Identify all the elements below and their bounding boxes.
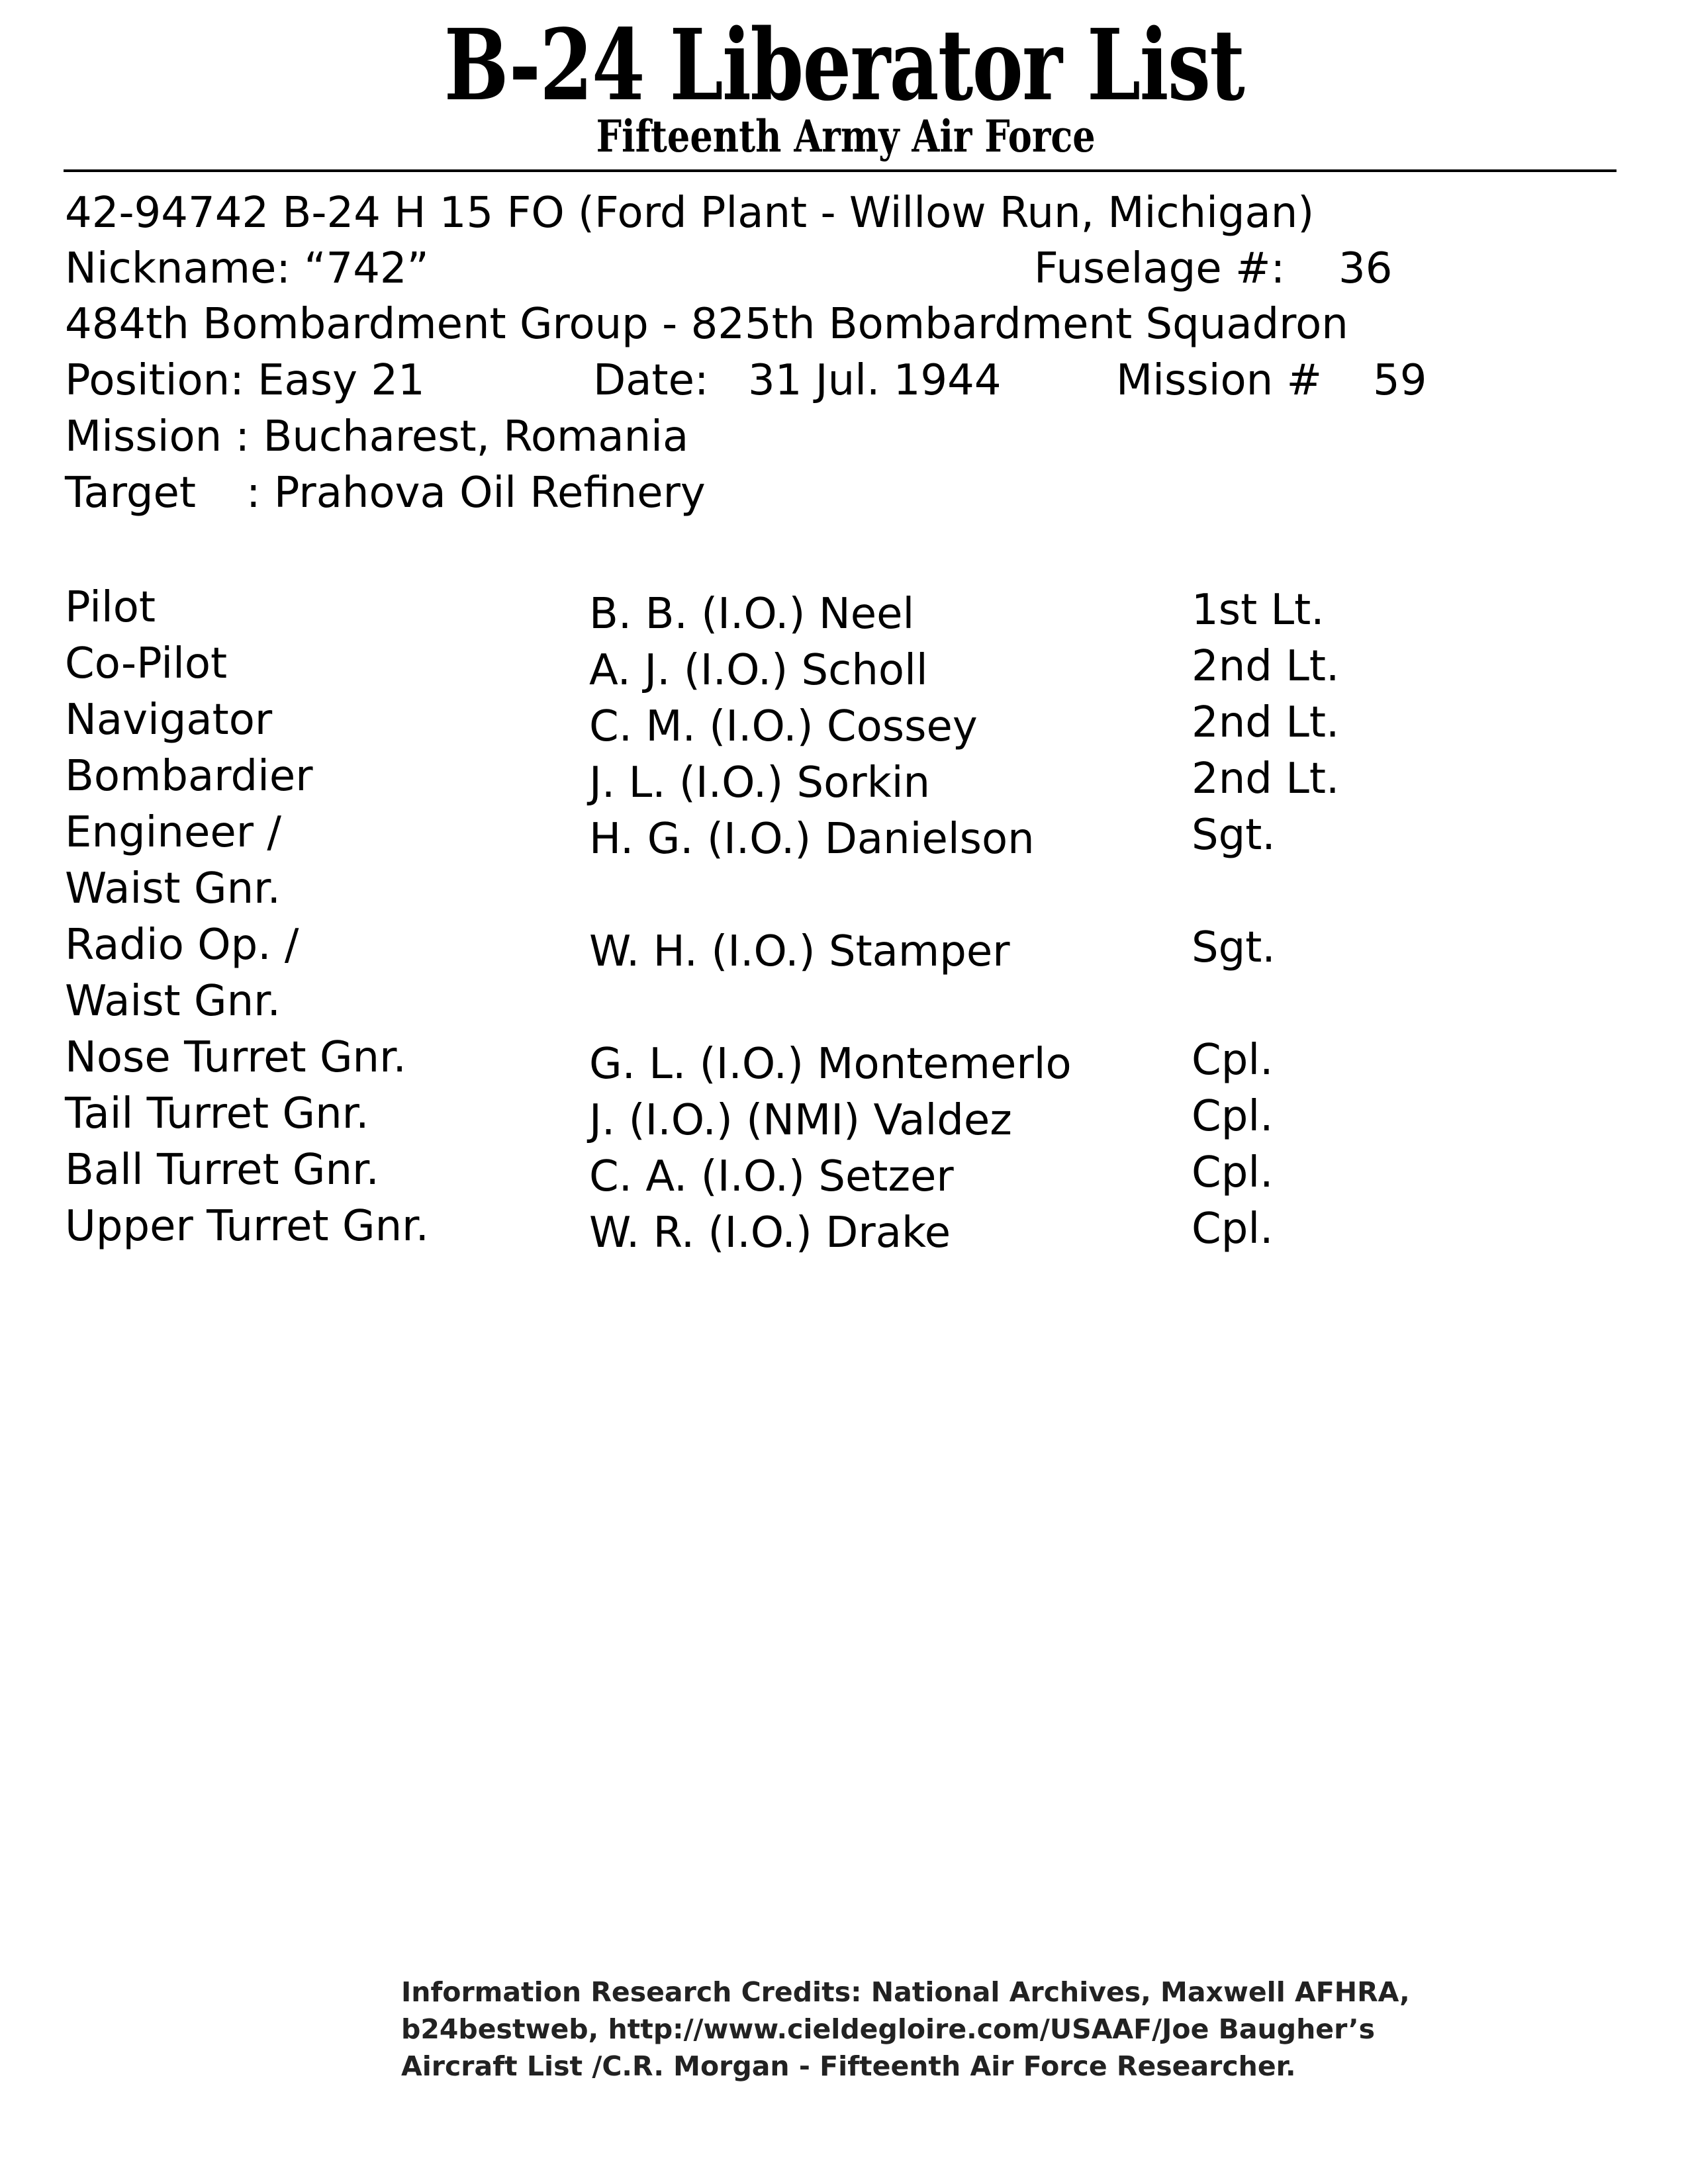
fuselage-label: Fuselage #: [1034,244,1286,293]
crew-name: B. B. (I.O.) Neel [589,590,915,639]
nickname: Nickname: “742” [65,244,429,293]
crew-rank: Sgt. [1192,923,1276,972]
crew-name: C. A. (I.O.) Setzer [589,1152,954,1201]
crew-role-continued: Waist Gnr. [65,977,281,1026]
serial-line: 42-94742 B-24 H 15 FO (Ford Plant - Willow Run, Michigan) [65,189,1315,238]
crew-name: C. M. (I.O.) Cossey [589,702,978,751]
crew-role: Upper Turret Gnr. [65,1202,429,1251]
crew-rank: Sgt. [1192,811,1276,860]
position: Position: Easy 21 [65,356,425,405]
header-divider [64,169,1617,172]
crew-name: J. (I.O.) (NMI) Valdez [589,1096,1012,1145]
crew-name: J. L. (I.O.) Sorkin [589,758,931,807]
date-value: 31 Jul. 1944 [748,356,1002,405]
crew-role: Tail Turret Gnr. [65,1089,369,1138]
crew-rank: 2nd Lt. [1192,754,1340,803]
unit-line: 484th Bombardment Group - 825th Bombardment Squadron [65,300,1348,349]
crew-name: W. R. (I.O.) Drake [589,1208,951,1257]
crew-rank: Cpl. [1192,1205,1274,1253]
credits-line: Information Research Credits: National Archives, Maxwell AFHRA, [401,1976,1410,2008]
crew-ranks [1192,582,1339,1257]
crew-rank: Cpl. [1192,1148,1274,1197]
mission-value: 59 [1373,356,1427,405]
mission-label: Mission # [1116,356,1323,405]
crew-role: Engineer / [65,808,281,857]
crew-role: Nose Turret Gnr. [65,1033,406,1082]
target-label: Target [65,469,196,518]
page-subtitle: Fifteenth Army Air Force [596,111,1096,162]
crew-name: H. G. (I.O.) Danielson [589,815,1035,864]
crew-name: A. J. (I.O.) Scholl [589,646,928,695]
crew-name: W. H. (I.O.) Stamper [589,927,1010,976]
crew-rank: Cpl. [1192,1092,1274,1141]
crew-role: Ball Turret Gnr. [65,1146,379,1195]
date-label: Date: [593,356,709,405]
fuselage-value: 36 [1338,244,1393,293]
target-value: : Prahova Oil Refinery [246,469,706,518]
crew-names [589,586,1072,1261]
research-credits [401,1974,1410,2085]
crew-roles [65,580,429,1255]
mission-location: Mission : Bucharest, Romania [65,412,689,461]
crew-rank: Cpl. [1192,1036,1274,1085]
crew-role: Bombardier [65,752,313,801]
crew-rank: 2nd Lt. [1192,642,1340,691]
credits-line: Aircraft List /C.R. Morgan - Fifteenth Air Force Researcher. [401,2050,1296,2082]
crew-role: Pilot [65,583,156,632]
page-title: B-24 Liberator List [444,7,1244,122]
crew-name: G. L. (I.O.) Montemerlo [589,1040,1072,1089]
crew-rank: 1st Lt. [1192,586,1325,635]
crew-role-continued: Waist Gnr. [65,864,281,913]
credits-line: b24bestweb, http://www.cieldegloire.com/USAAF/Joe Baugher’s [401,2013,1376,2045]
crew-rank: 2nd Lt. [1192,698,1340,747]
crew-role: Co-Pilot [65,639,228,688]
crew-role: Navigator [65,696,273,745]
crew-role: Radio Op. / [65,921,299,970]
